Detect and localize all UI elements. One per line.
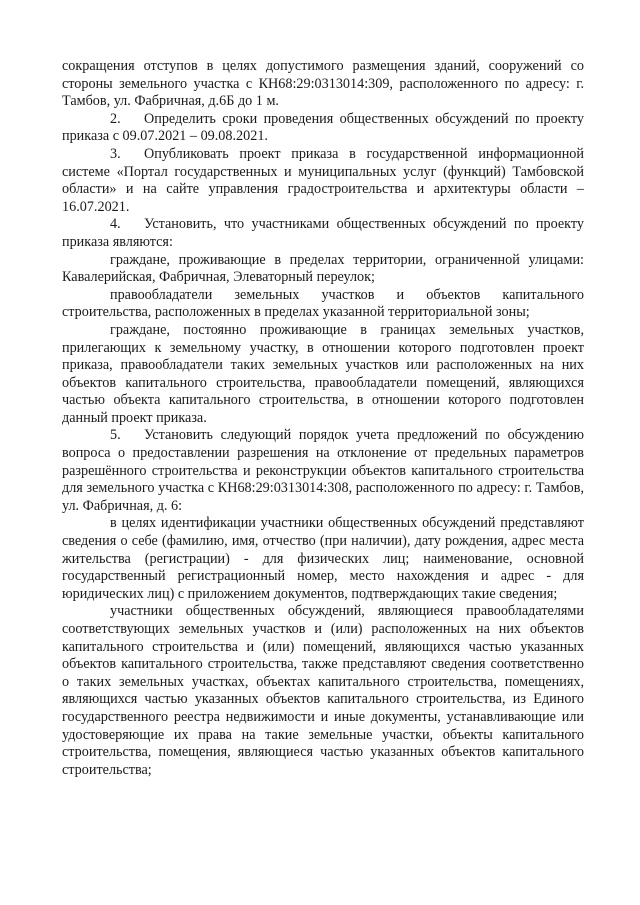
paragraph-text: Установить, что участниками общественных обсуждений по проекту приказа являются: xyxy=(62,216,584,250)
paragraph-rightholders-zone: правообладатели земельных участков и объектов капитального строительства, расположенных в пределах указанной территориальной зоны; xyxy=(62,286,584,321)
item-number: 4. xyxy=(110,216,121,233)
paragraph-rightholders-info: участники общественных обсуждений, являющиеся правообладателями соответствующих земельных участков и (или) расположенных на них объектов капитального строительства и (или) помещений, являющихся частью указанных объектов капитального строительства, также представляют сведения соответственно о таких земельных участках, объектах капитального строительства, помещениях, являющихся частью указанных объектов капитального строительства, из Единого государственного реестра недвижимости и иные документы, устанавливающие или удостоверяющие их права на такие земельные участки, объекты капитального строительства, помещения, являющиеся частью указанных объектов капитального строительства; xyxy=(62,603,584,778)
paragraph-text: Опубликовать проект приказа в государственной информационной системе «Портал государственных и муниципальных услуг (функций) Тамбовской области» и на сайте управления градостроительства и архитектуры области – 16.07.2021. xyxy=(62,145,584,215)
item-number: 2. xyxy=(110,110,121,127)
paragraph-item-5 xyxy=(62,427,584,515)
paragraph-item-2 xyxy=(62,111,584,146)
item-number: 3. xyxy=(110,145,121,162)
document-body xyxy=(62,58,584,779)
paragraph-citizens-territory: граждане, проживающие в пределах территории, ограниченной улицами: Кавалерийская, Фабричная, Элеваторный переулок; xyxy=(62,251,584,286)
paragraph-text: Установить следующий порядок учета предложений по обсуждению вопроса о предоставлении разрешения на отклонение от предельных параметров разрешённого строительства и реконструкции объектов капитального строительства для земельного участка с КН68:29:0313014:308, расположенного по адресу: г. Тамбов, ул. Фабричная, д. 6: xyxy=(62,427,584,514)
paragraph-continuation: сокращения отступов в целях допустимого размещения зданий, сооружений со стороны земельного участка с КН68:29:0313014:309, расположенного по адресу: г. Тамбов, ул. Фабричная, д.6Б до 1 м. xyxy=(62,58,584,110)
paragraph-text: Определить сроки проведения общественных обсуждений по проекту приказа с 09.07.2021 – 09.08.2021. xyxy=(62,110,584,145)
item-number: 5. xyxy=(110,427,121,444)
paragraph-identification: в целях идентификации участники общественных обсуждений представляют сведения о себе (фамилию, имя, отчество (при наличии), дату рождения, адрес места жительства (регистрации) - для физических лиц; наименование, основной государственный регистрационный номер, место нахождения и адрес - для юридических лиц) с приложением документов, подтверждающих такие сведения; xyxy=(62,515,584,602)
paragraph-item-3 xyxy=(62,146,584,216)
paragraph-item-4 xyxy=(62,216,584,251)
paragraph-citizens-adjacent: граждане, постоянно проживающие в границах земельных участков, прилегающих к земельному участку, в отношении которого подготовлен проект приказа, правообладатели таких земельных участков или расположенных на них объектов капитального строительства, правообладатели помещений, являющихся частью объекта капитального строительства, в отношении которого подготовлен данный проект приказа. xyxy=(62,321,584,426)
